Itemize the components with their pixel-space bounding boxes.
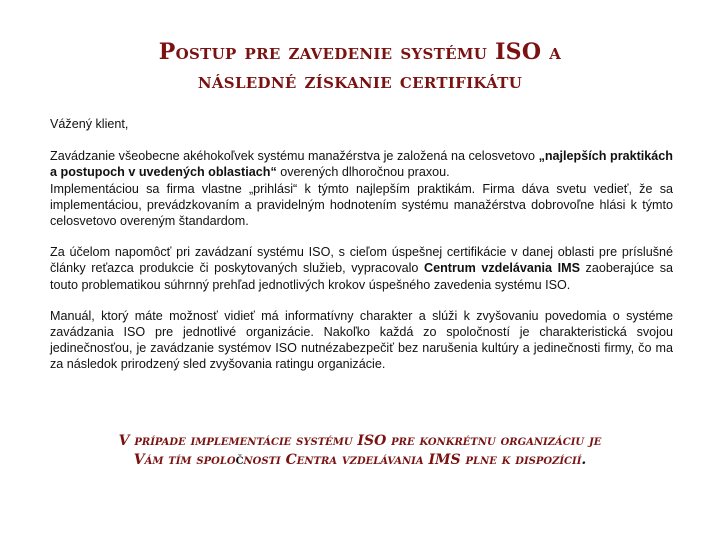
closing-line-1: V prípade implementácie systému ISO pre konkrétnu organizáciu je — [118, 433, 602, 449]
letter-body — [50, 116, 673, 373]
paragraph-1-second: Implementáciou sa firma vlastne „prihlási“ k týmto najlepším praktikám. Firma dáva svetu vedieť, že sa implementáciou, prevádzkovaním a pravidelným hodnotením systému manažérstva dobrovoľne hlási k týmto celosvetovo overeným štandardom. — [50, 181, 673, 229]
paragraph-1-intro: Zavádzanie všeobecne akéhokoľvek systému manažérstva je založená na celosvetovo — [50, 149, 539, 164]
closing-period: . — [581, 452, 587, 468]
paragraph-2-rest: zaoberajúce sa touto problematikou súhrnný prehľad jednotlivých krokov úspešného zavedenia systému ISO. — [50, 261, 674, 292]
paragraph-2-intro: Za účelom napomôcť pri zavádzaní systému ISO, s cieľom úspešnej certifikácie v danej oblasti pre príslušné články reťazca produkcie či poskytovaných služieb, vypracovalo — [50, 245, 673, 276]
greeting: Vážený klient, — [50, 117, 129, 131]
closing-line-2 — [40, 451, 680, 470]
paragraph-2-emphasis: Centrum vzdelávania IMS — [424, 261, 580, 276]
paragraph-1-emphasis: „najlepších praktikách a postupoch v uvedených oblastiach“ — [50, 149, 673, 180]
page-title — [40, 38, 680, 96]
paragraph-1 — [50, 148, 673, 180]
title-line-2: následné získanie certifikátu — [197, 68, 523, 94]
title-line-1: Postup pre zavedenie systému ISO a — [158, 39, 562, 65]
paragraph-2 — [50, 244, 673, 293]
closing-line-2-a: Vám tím spolo — [133, 452, 236, 468]
closing-line-2-b: č — [235, 452, 244, 468]
paragraph-1-rest: overených dlhoročnou praxou. — [276, 165, 450, 180]
closing-line-2-c: nosti Centra vzdelávania IMS plne k dispozícií — [243, 452, 582, 468]
paragraph-3: Manuál, ktorý máte možnosť vidieť má informatívny charakter a slúži k zvyšovaniu povedomia o systéme zavádzania ISO pre jednotlivé organizácie. Nakoľko každá zo spoločností je charakteristická svojou jedinečnosťou, je zavádzanie systémov ISO nutnézabezpečiť bez narušenia kultúry a jedinečnosti firmy, čo ma za následok prirodzený sled zvyšovania ratingu organizácie. — [50, 308, 673, 372]
closing-statement — [40, 432, 680, 470]
